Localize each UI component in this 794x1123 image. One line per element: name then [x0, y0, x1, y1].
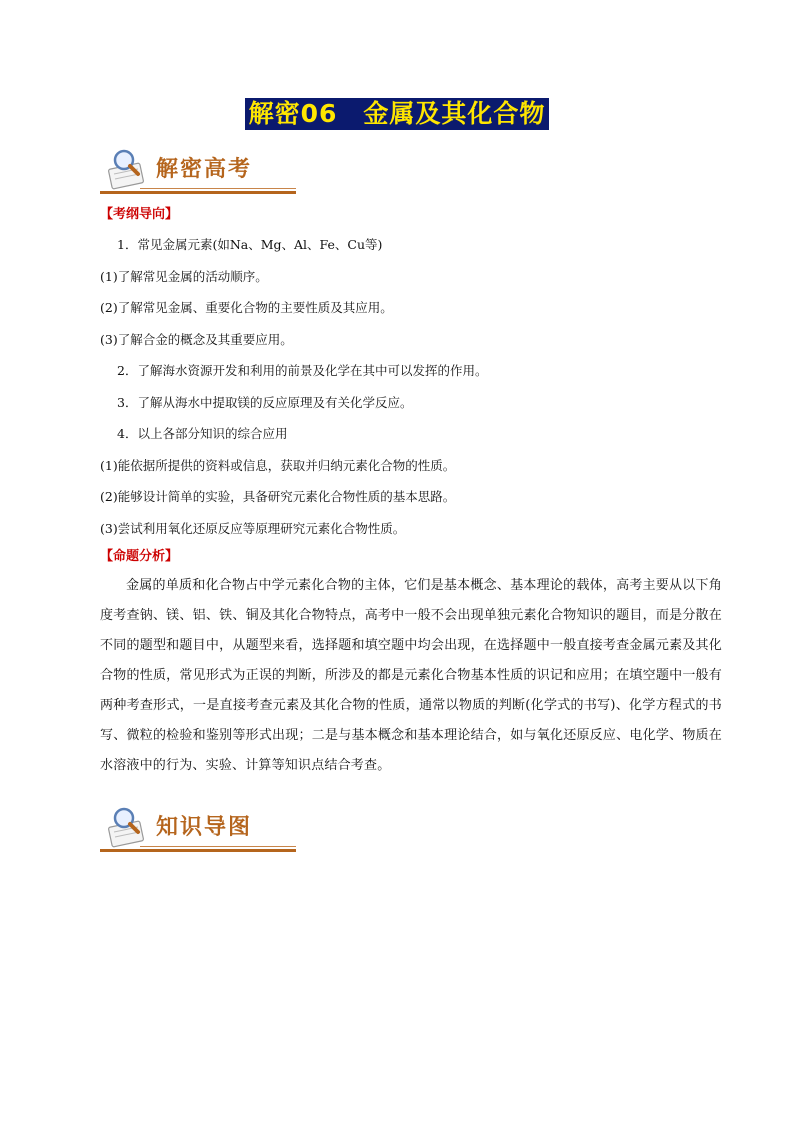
- analysis-paragraph: 金属的单质和化合物占中学元素化合物的主体，它们是基本概念、基本理论的载体，高考主要从以下角度考查钠、镁、铝、铁、铜及其化合物特点，高考中一般不会出现单独元素化合物知识的题目，而是分散在不同的题型和题目中，从题型来看，选择题和填空题中均会出现，在选择题中一般直接考查金属元素及其化合物的性质，常见形式为正误的判断，所涉及的都是元素化合物基本性质的识记和应用；在填空题中一般有两种考查形式，一是直接考查元素及其化合物的性质，通常以物质的判断(化学式的书写)、化学方程式的书写、微粒的检验和鉴别等形式出现；二是与基本概念和基本理论结合，如与氧化还原反应、电化学、物质在水溶液中的行为、实验、计算等知识点结合考查。: [100, 578, 722, 773]
- section-rule: [100, 191, 296, 194]
- outline-item: 1．常见金属元素(如Na、Mg、Al、Fe、Cu等): [117, 237, 383, 252]
- outline-list: [100, 235, 700, 550]
- outline-item: (1)了解常见金属的活动顺序。: [100, 268, 268, 284]
- tag-kaogang: 【考纲导向】: [100, 207, 179, 222]
- outline-item: (1)能依据所提供的资料或信息，获取并归纳元素化合物的性质。: [100, 457, 456, 473]
- outline-item: 3．了解从海水中提取镁的反应原理及有关化学反应。: [117, 394, 413, 410]
- section-rule: [100, 849, 296, 852]
- outline-item: (2)了解常见金属、重要化合物的主要性质及其应用。: [100, 300, 393, 315]
- section-rule-thin: [140, 846, 296, 847]
- tag-mingti: 【命题分析】: [100, 549, 179, 564]
- outline-item: (2)能够设计简单的实验，具备研究元素化合物性质的基本思路。: [100, 489, 456, 504]
- outline-item: (3)了解合金的概念及其重要应用。: [100, 331, 293, 347]
- section-header-gaokao: [100, 146, 296, 194]
- section-label: 知识导图: [156, 815, 253, 840]
- outline-item: 2．了解海水资源开发和利用的前景及化学在其中可以发挥的作用。: [117, 363, 488, 378]
- title-wrap: [0, 98, 794, 130]
- outline-item: 4．以上各部分知识的综合应用: [117, 426, 288, 441]
- section-rule-thin: [140, 188, 296, 189]
- section-header-zhishi: [100, 804, 296, 852]
- magnifier-notebook-icon: [100, 804, 156, 850]
- outline-item: (3)尝试利用氧化还原反应等原理研究元素化合物性质。: [100, 520, 406, 536]
- page-title: 解密06 金属及其化合物: [245, 98, 550, 130]
- magnifier-notebook-icon: [100, 146, 156, 192]
- section-label: 解密高考: [156, 157, 253, 182]
